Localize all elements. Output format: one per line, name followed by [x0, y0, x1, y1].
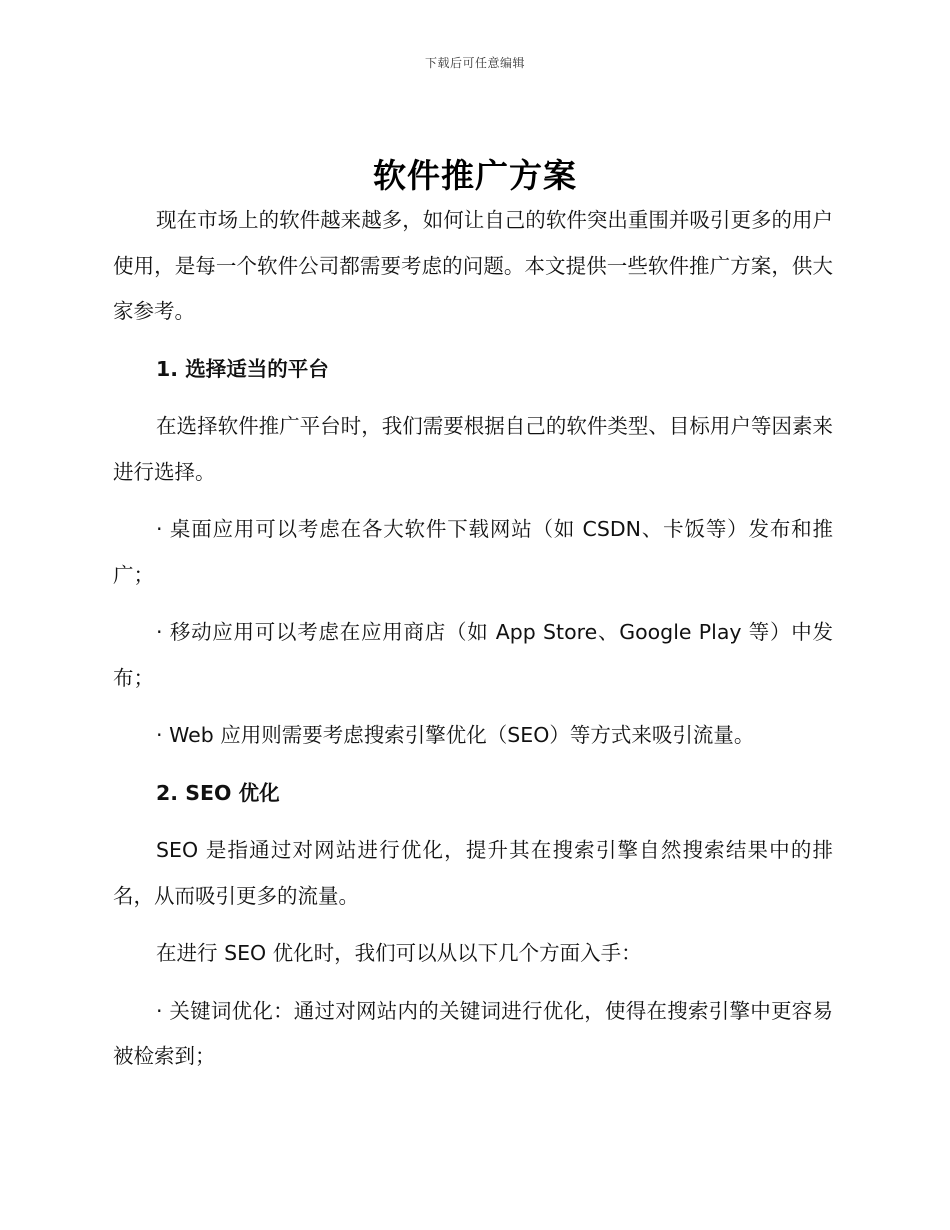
section-heading-seo: 2. SEO 优化	[156, 780, 280, 805]
bullet-mobile-apps: · 移动应用可以考虑在应用商店（如 App Store、Google Play 等）中发布；	[113, 620, 833, 690]
bullet-desktop-apps: · 桌面应用可以考虑在各大软件下载网站（如 CSDN、卡饭等）发布和推广；	[113, 517, 833, 587]
bullet-web-apps: · Web 应用则需要考虑搜索引擎优化（SEO）等方式来吸引流量。	[156, 723, 755, 747]
document-body	[113, 198, 833, 1092]
section-heading-platform: 1. 选择适当的平台	[156, 356, 329, 381]
document-title: 软件推广方案	[373, 156, 577, 195]
seo-definition-paragraph: SEO 是指通过对网站进行优化，提升其在搜索引擎自然搜索结果中的排名，从而吸引更多的流量。	[113, 838, 833, 908]
intro-paragraph: 现在市场上的软件越来越多，如何让自己的软件突出重围并吸引更多的用户使用，是每一个软件公司都需要考虑的问题。本文提供一些软件推广方案，供大家参考。	[113, 208, 833, 323]
seo-intro-paragraph: 在进行 SEO 优化时，我们可以从以下几个方面入手：	[156, 941, 642, 965]
header-note: 下载后可任意编辑	[424, 56, 525, 70]
platform-paragraph: 在选择软件推广平台时，我们需要根据自己的软件类型、目标用户等因素来进行选择。	[113, 414, 833, 484]
bullet-keyword-optimization: · 关键词优化：通过对网站内的关键词进行优化，使得在搜索引擎中更容易被检索到；	[113, 998, 833, 1068]
